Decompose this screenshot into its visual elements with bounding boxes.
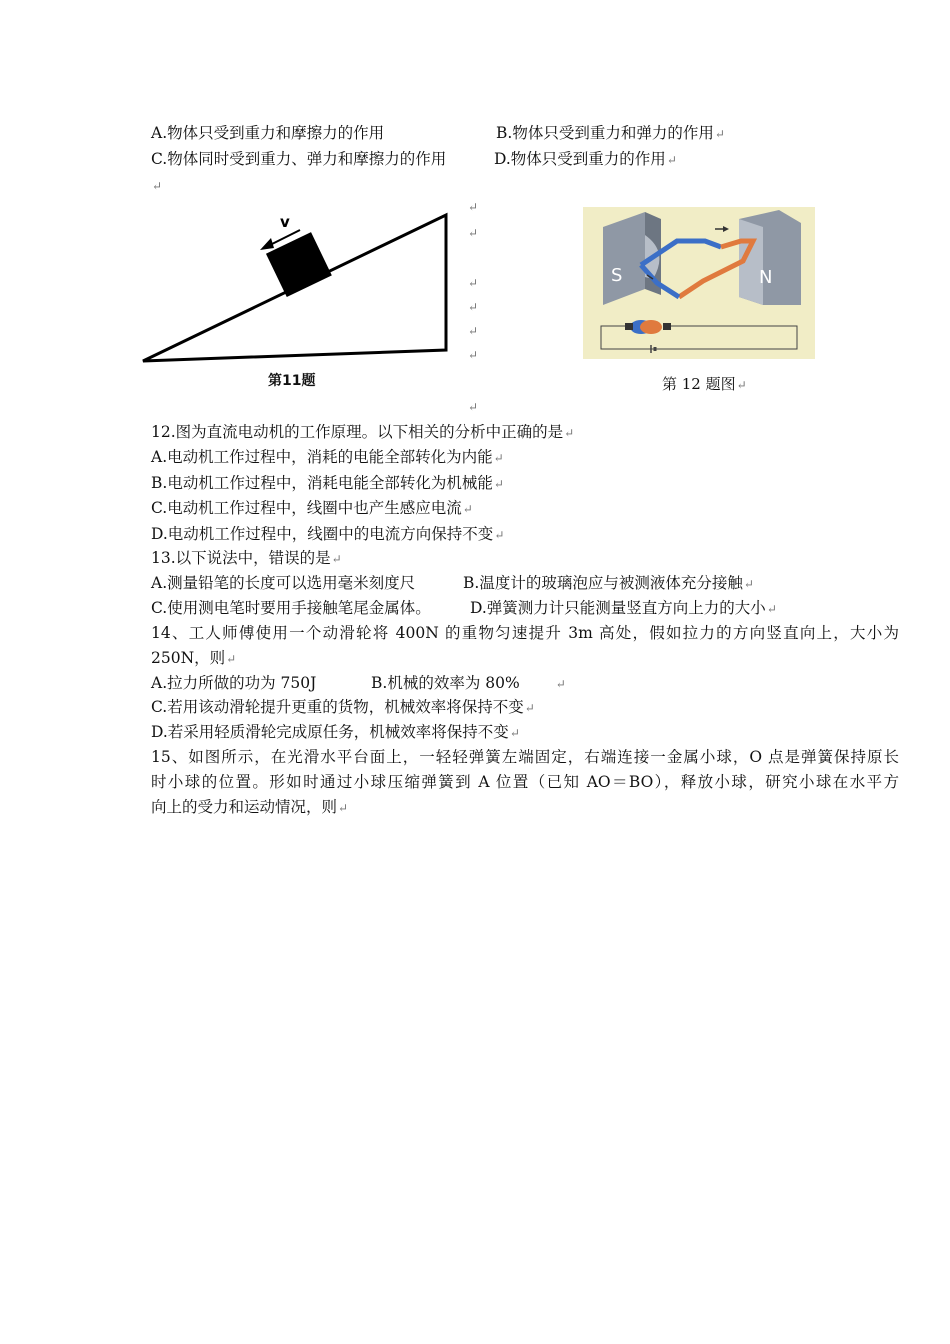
q12-option-b: B.电动机工作过程中，消耗电能全部转化为机械能↵ bbox=[151, 474, 504, 492]
pole-n-label: N bbox=[759, 267, 773, 288]
dc-motor-figure bbox=[583, 207, 815, 359]
q14-stem-line-1: 14、工人师傅使用一个动滑轮将 400N 的重物匀速提升 3m 高处，假如拉力的方向竖直向上，大小为 bbox=[151, 624, 899, 642]
empty-paragraph bbox=[151, 174, 162, 197]
q14-stem-line-2: 250N，则↵ bbox=[151, 649, 237, 667]
fig11-caption: 第11题 bbox=[268, 373, 316, 389]
q11-option-c-text: C.物体同时受到重力、弹力和摩擦力的作用 bbox=[151, 150, 447, 168]
q13-option-c: C.使用测电笔时要用手接触笔尾金属体。 bbox=[151, 599, 431, 617]
s-magnet-face bbox=[603, 212, 645, 305]
brush-left bbox=[625, 323, 633, 330]
q11-option-d-text: D.物体只受到重力的作用 bbox=[494, 150, 666, 168]
incline-figure bbox=[140, 205, 460, 365]
q12-option-c: C.电动机工作过程中，线圈中也产生感应电流↵ bbox=[151, 499, 473, 517]
q13-option-b: B.温度计的玻璃泡应与被测液体充分接触↵ bbox=[463, 574, 754, 592]
q14-option-d: D.若采用轻质滑轮完成原任务，机械效率将保持不变↵ bbox=[151, 723, 520, 741]
q13-option-d: D.弹簧测力计只能测量竖直方向上力的大小↵ bbox=[470, 599, 777, 617]
paragraph-mark: ↵ bbox=[666, 153, 677, 167]
q14-option-b: B.机械的效率为 80% ↵ bbox=[371, 674, 566, 692]
commutator-half-orange bbox=[640, 320, 662, 334]
q13-stem: 13.以下说法中，错误的是↵ bbox=[151, 549, 342, 567]
q11-option-a-text: A.物体只受到重力和摩擦力的作用 bbox=[151, 124, 385, 142]
q13-option-a: A.测量铅笔的长度可以选用毫米刻度尺 bbox=[151, 574, 416, 592]
q11-option-c bbox=[151, 148, 446, 170]
q11-option-b-text: B.物体只受到重力和弹力的作用 bbox=[496, 124, 714, 142]
q14-option-c: C.若用该动滑轮提升更重的货物，机械效率将保持不变↵ bbox=[151, 698, 535, 716]
q14-option-a: A.拉力所做的功为 750J bbox=[151, 674, 317, 692]
q11-option-d bbox=[494, 148, 677, 171]
q15-stem-line-2: 时小球的位置。形如时通过小球压缩弹簧到 A 位置（已知 AO＝BO），释放小球，研究小球在水平方 bbox=[151, 773, 899, 791]
paragraph-mark: ↵ bbox=[152, 179, 163, 193]
velocity-label: v bbox=[280, 213, 290, 231]
q12-option-d: D.电动机工作过程中，线圈中的电流方向保持不变↵ bbox=[151, 525, 505, 543]
pole-s-label: S bbox=[611, 265, 623, 286]
velocity-arrowhead bbox=[260, 238, 274, 250]
q11-option-a bbox=[151, 122, 384, 144]
paragraph-mark: ↵ bbox=[736, 378, 747, 392]
q15-stem-line-3: 向上的受力和运动情况，则↵ bbox=[151, 798, 349, 816]
paragraph-mark: ↵ bbox=[714, 127, 725, 141]
q11-option-b bbox=[496, 122, 725, 145]
q15-stem-line-1: 15、如图所示，在光滑水平台面上，一轻轻弹簧左端固定，右端连接一金属小球，O 点是弹簧保持原长 bbox=[151, 748, 899, 766]
q12-option-a: A.电动机工作过程中，消耗的电能全部转化为内能↵ bbox=[151, 448, 504, 466]
q12-stem: 12.图为直流电动机的工作原理。以下相关的分析中正确的是↵ bbox=[151, 423, 575, 441]
brush-right bbox=[663, 323, 671, 330]
fig12-caption: 第 12 题图↵ bbox=[662, 375, 747, 393]
